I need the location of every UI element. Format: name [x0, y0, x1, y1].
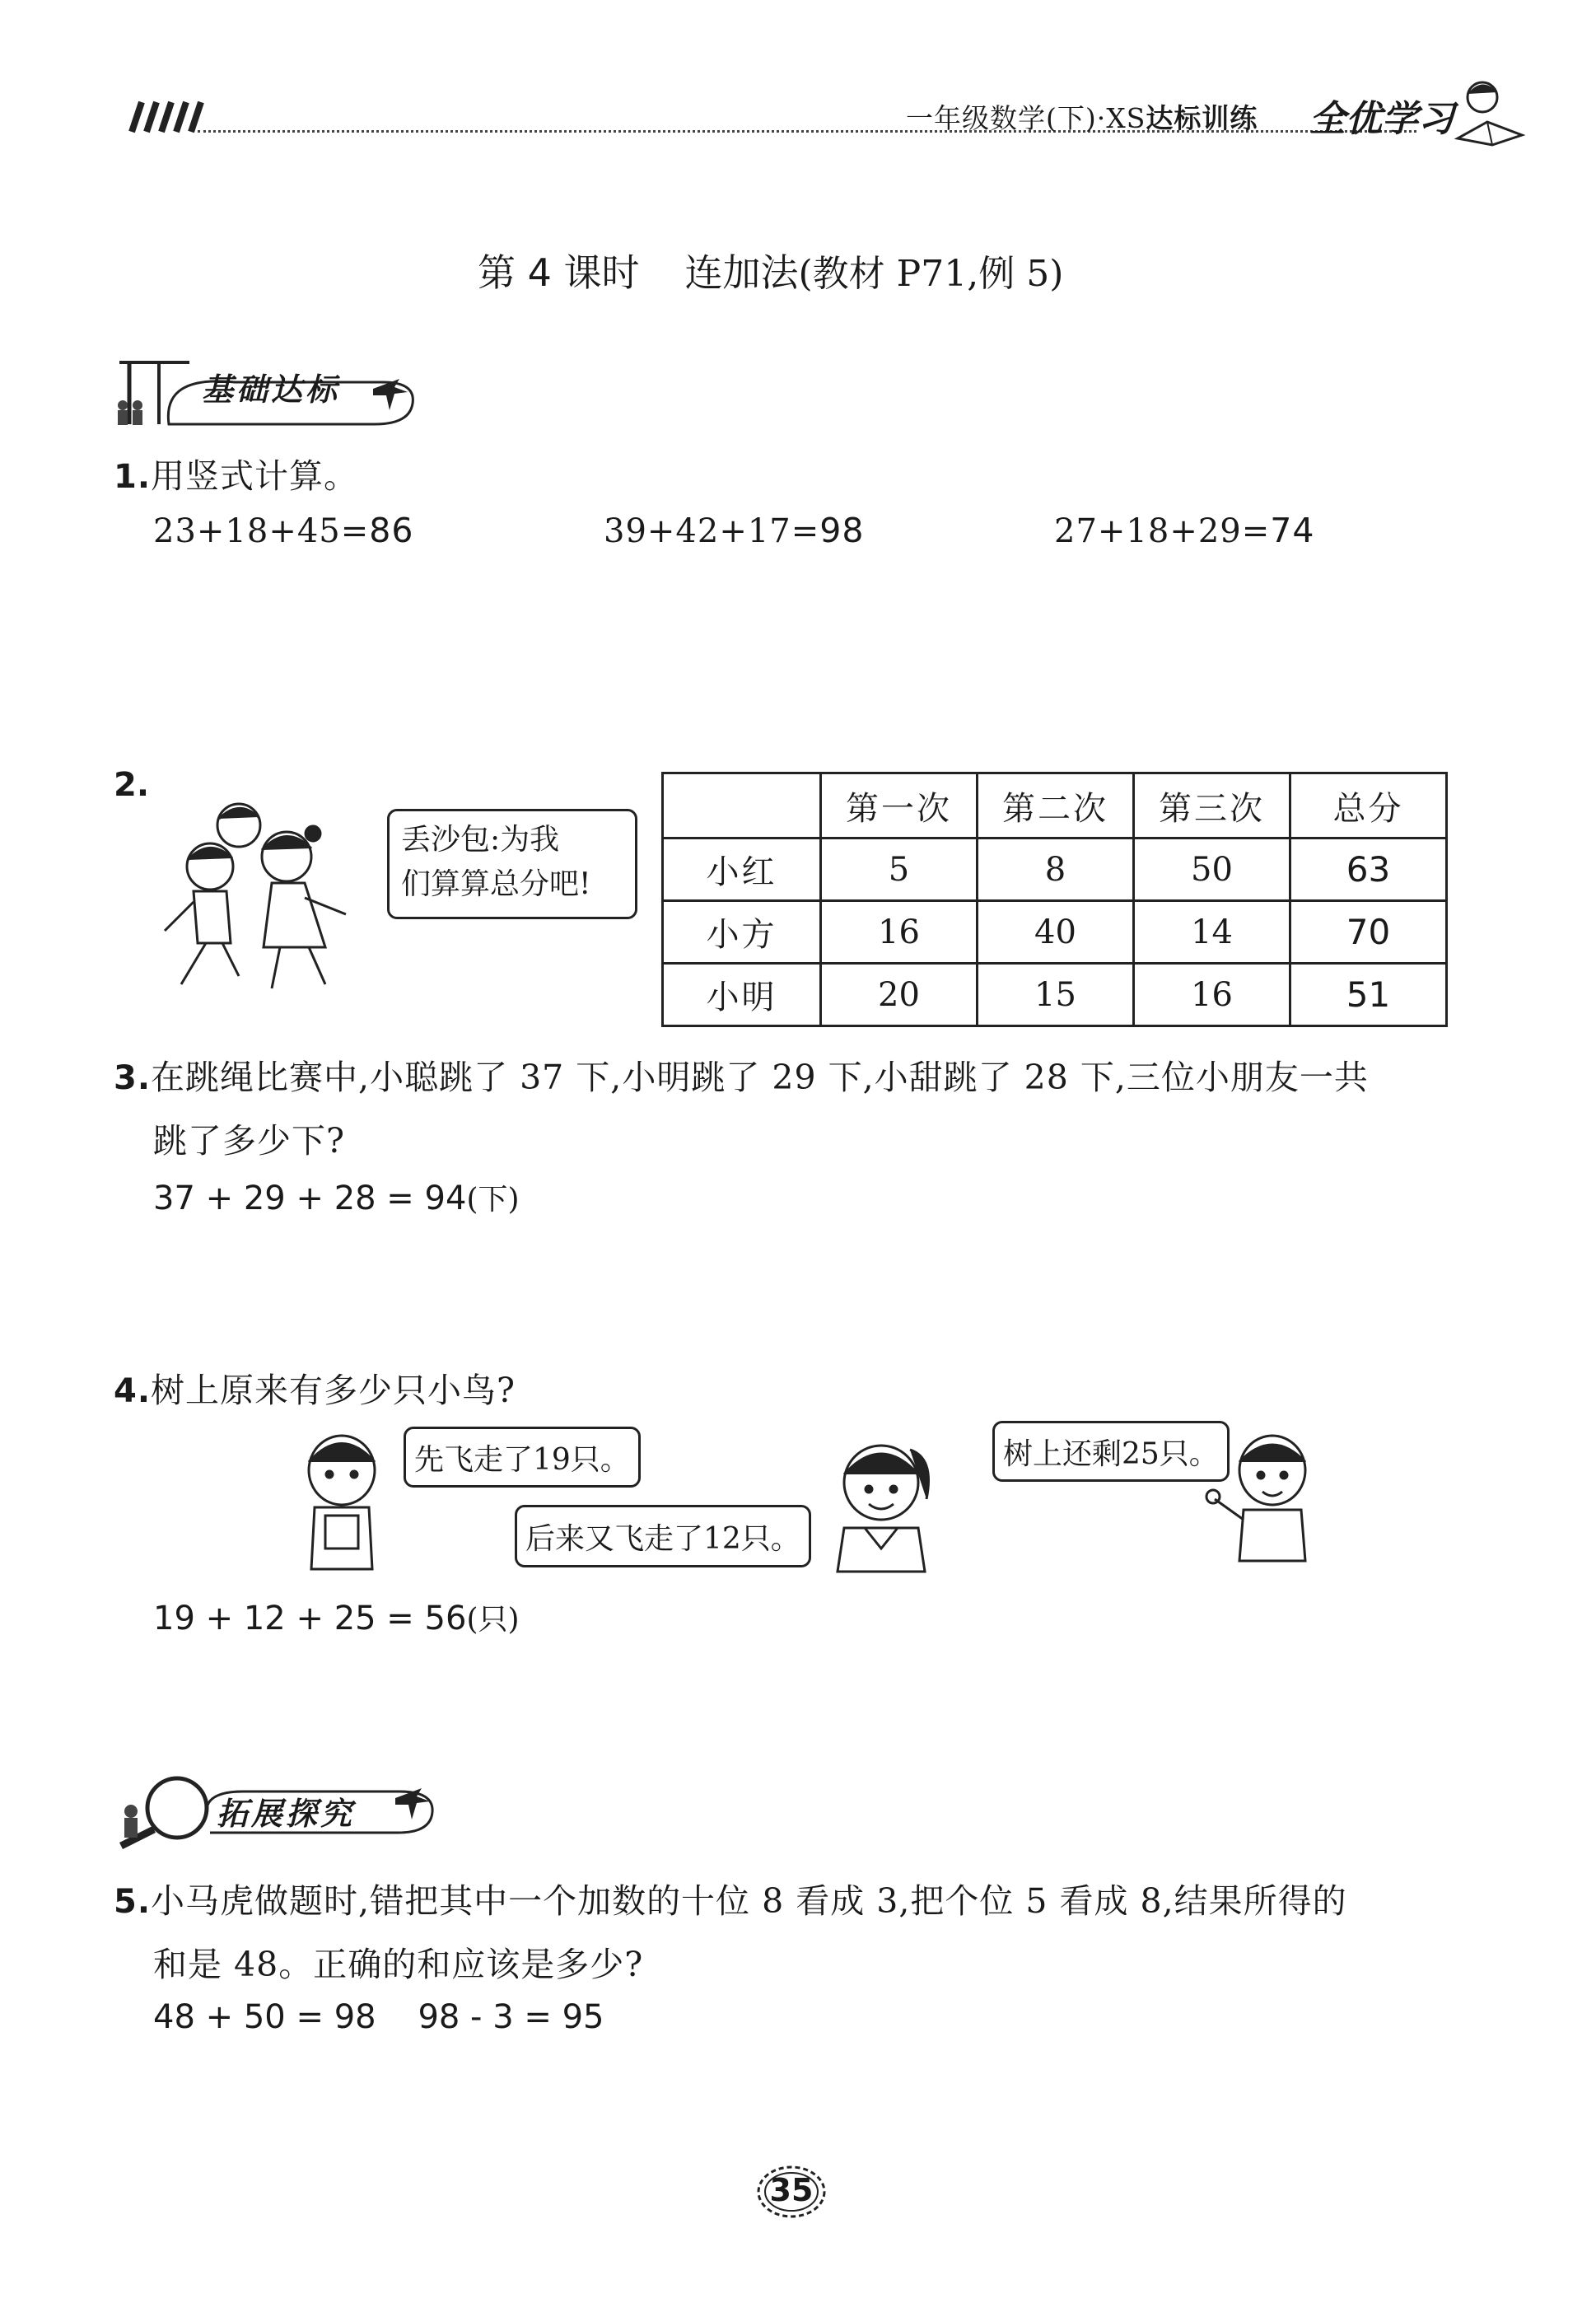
total-cell: 70 [1290, 901, 1447, 964]
table-header-cell: 第二次 [978, 773, 1134, 839]
section-label-extend: 拓展探究 [217, 1796, 356, 1832]
boy-2-illustration [1198, 1421, 1330, 1569]
header-series-bold: 达标训练 [1146, 102, 1258, 134]
lesson-number: 第 4 课时 [478, 250, 640, 295]
q1-expression: 27+18+29= [1054, 512, 1271, 550]
question-number: 1. [114, 458, 152, 496]
bubble-text: 先飞走了19只。 [414, 1442, 630, 1477]
table-header-cell: 总分 [1290, 773, 1447, 839]
question-3 [114, 1050, 1369, 1099]
question-number: 3. [114, 1059, 152, 1097]
table-cell: 40 [978, 901, 1134, 964]
bubble-text: 树上还剩25只。 [1003, 1436, 1219, 1471]
q4-answer [153, 1596, 520, 1638]
answer-unit: (下) [466, 1183, 520, 1217]
table-row [663, 839, 1447, 901]
q1-expression: 39+42+17= [604, 512, 820, 550]
bubble-text: 后来又飞走了12只。 [525, 1521, 800, 1556]
table-cell: 16 [1134, 964, 1290, 1026]
table-cell: 8 [978, 839, 1134, 901]
speech-bubble-q4-3 [992, 1421, 1230, 1482]
q1-item-2 [604, 511, 864, 550]
q1-item-3 [1054, 511, 1314, 550]
table-cell: 16 [821, 901, 978, 964]
table-cell: 14 [1134, 901, 1290, 964]
question-5-line-2: 和是 48。正确的和应该是多少? [153, 1945, 644, 1984]
table-header-row [663, 773, 1447, 839]
speech-bubble-q2 [387, 809, 637, 919]
table-row [663, 901, 1447, 964]
row-name: 小红 [663, 839, 821, 901]
question-1 [114, 449, 358, 498]
bubble-line-1: 丢沙包:为我 [401, 823, 560, 857]
q1-answer: 98 [819, 511, 865, 550]
q1-expression: 23+18+45= [153, 512, 370, 550]
q3-answer [153, 1176, 520, 1218]
q5-answer: 48 + 50 = 98 98 - 3 = 95 [153, 1998, 604, 2036]
table-cell: 50 [1134, 839, 1290, 901]
question-number: 4. [114, 1372, 152, 1410]
speech-bubble-q4-1 [404, 1427, 641, 1488]
section-banner-basic [111, 346, 424, 428]
header-series-prefix: 一年级数学(下)·XS [906, 102, 1146, 134]
question-text: 树上原来有多少只小鸟? [151, 1371, 516, 1410]
speech-bubble-q4-2 [515, 1505, 811, 1567]
page-number-badge [754, 2162, 829, 2221]
score-table [661, 772, 1448, 1027]
header-brand-logo: 全优学习 [1309, 98, 1454, 140]
table-header-cell: 第三次 [1134, 773, 1290, 839]
reading-kid-icon [1449, 72, 1525, 147]
table-header-cell [663, 773, 821, 839]
row-name: 小方 [663, 901, 821, 964]
total-cell: 63 [1290, 839, 1447, 901]
girl-illustration [828, 1425, 943, 1573]
header-series [906, 97, 1258, 136]
q1-answer: 86 [369, 511, 414, 550]
q1-answer: 74 [1270, 511, 1315, 550]
running-children-illustration [148, 791, 371, 997]
table-cell: 15 [978, 964, 1134, 1026]
question-2-number: 2. [114, 766, 150, 804]
table-row [663, 964, 1447, 1026]
table-header-cell: 第一次 [821, 773, 978, 839]
section-label-basic: 基础达标 [202, 371, 341, 408]
total-cell: 51 [1290, 964, 1447, 1026]
question-number: 5. [114, 1883, 152, 1921]
question-4 [114, 1363, 516, 1412]
section-banner-extend [111, 1767, 441, 1849]
table-cell: 20 [821, 964, 978, 1026]
q1-item-1 [153, 511, 413, 550]
question-3-line-2: 跳了多少下? [153, 1121, 345, 1161]
page-number: 35 [769, 2172, 814, 2208]
table-cell: 5 [821, 839, 978, 901]
question-text: 用竖式计算。 [151, 456, 359, 496]
answer-expression: 19 + 12 + 25 = 56 [153, 1600, 467, 1637]
answer-unit: (只) [466, 1603, 520, 1637]
question-line-1: 在跳绳比赛中,小聪跳了 37 下,小明跳了 29 下,小甜跳了 28 下,三位小朋友一共 [151, 1058, 1369, 1097]
lesson-topic: 连加法 [684, 250, 799, 295]
lesson-title [478, 243, 1063, 297]
lesson-reference: (教材 P71,例 5) [798, 253, 1064, 295]
answer-expression: 37 + 29 + 28 = 94 [153, 1180, 467, 1217]
question-line-1: 小马虎做题时,错把其中一个加数的十位 8 看成 3,把个位 5 看成 8,结果所得的 [151, 1881, 1347, 1921]
boy-1-illustration [296, 1425, 387, 1573]
header-stripes-decoration [124, 99, 206, 133]
row-name: 小明 [663, 964, 821, 1026]
question-5 [114, 1874, 1347, 1922]
bubble-line-2: 们算算总分吧! [401, 867, 591, 901]
